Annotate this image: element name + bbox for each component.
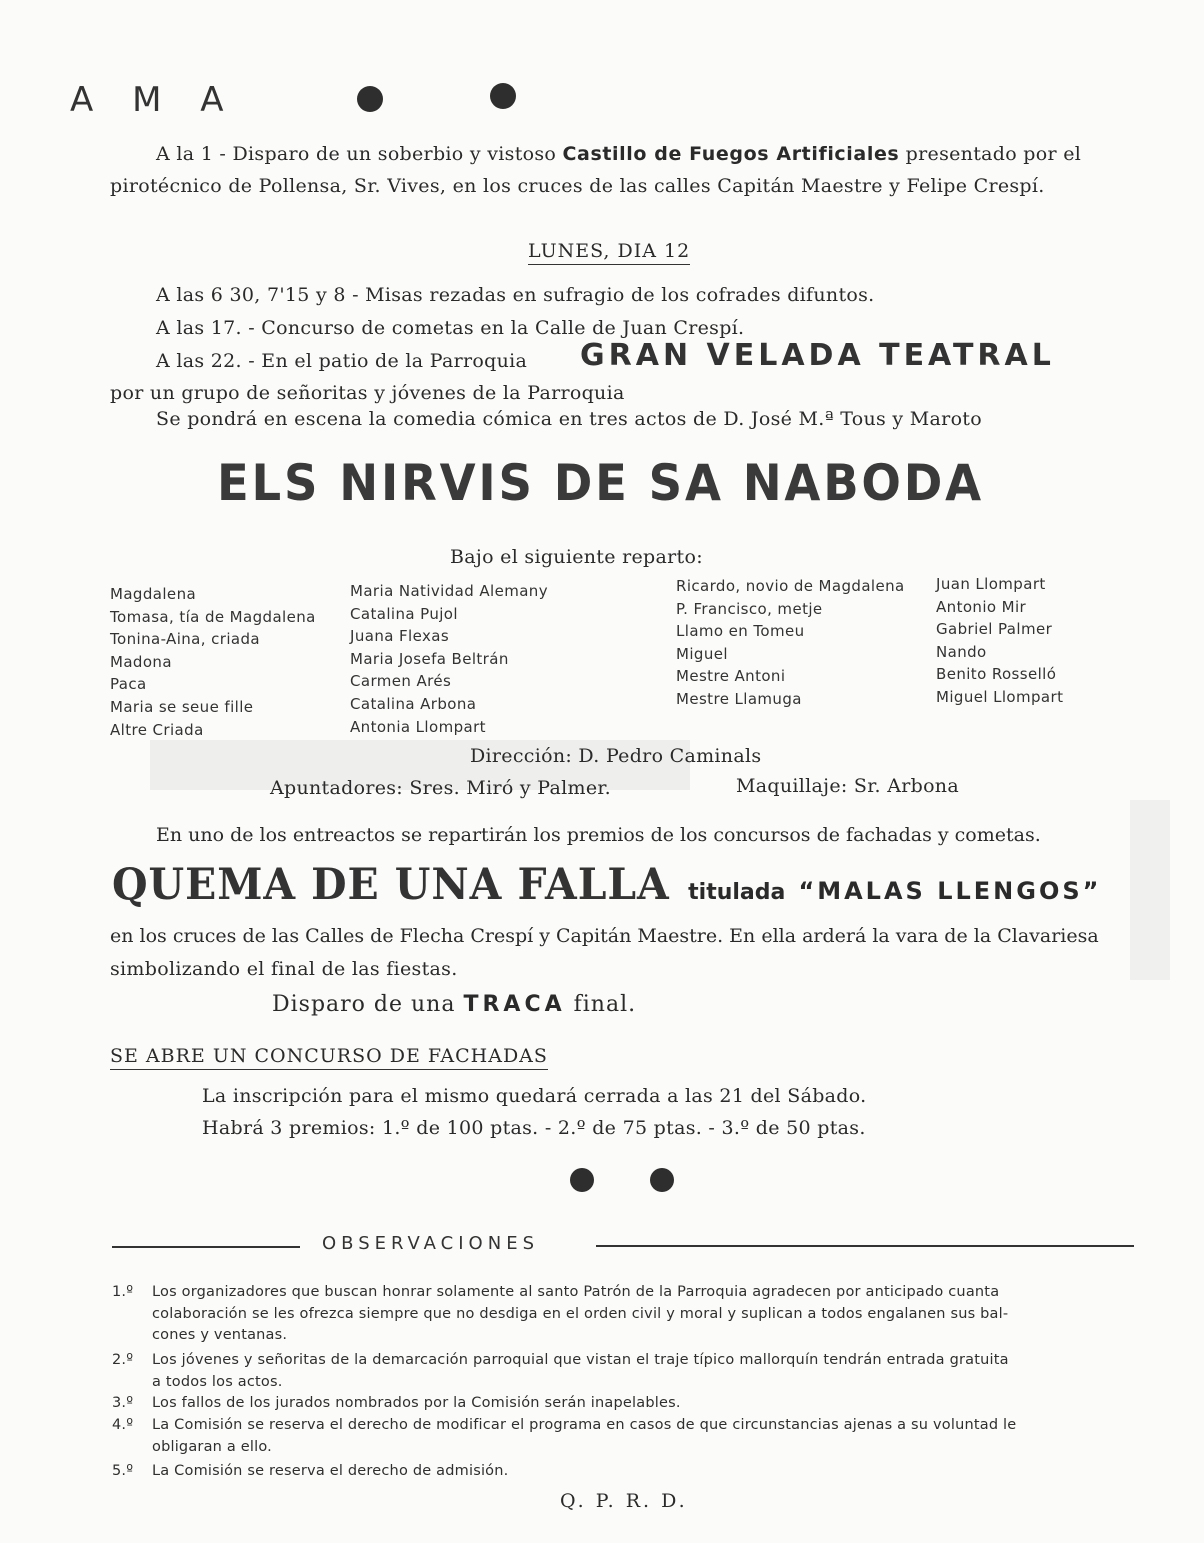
comedy-intro: Se pondrá en escena la comedia cómica en tres actos de D. José M.ª Tous y Maroto — [156, 408, 982, 430]
cast-actor: Catalina Arbona — [350, 694, 477, 713]
cast-role: Magdalena — [110, 585, 197, 603]
schedule-item: A las 22. - En el patio de la Parroquia — [156, 350, 528, 372]
cast-left-roles — [110, 583, 316, 741]
cast-actor: Antonia Llompart — [350, 717, 486, 736]
ornament-dot — [490, 83, 516, 109]
cast-role: P. Francisco, metje — [676, 599, 823, 618]
premios-text: En uno de los entreactos se repartirán los premios de los concursos de fachadas y cometas. — [156, 824, 1041, 846]
maquillaje: Maquillaje: Sr. Arbona — [736, 775, 959, 797]
play-title: ELS NIRVIS DE SA NABODA — [217, 454, 984, 512]
falla-line-2: simbolizando el final de las fiestas. — [110, 958, 458, 980]
castillo-bold: Castillo de Fuegos Artificiales — [562, 143, 900, 165]
observation-item: 5.º La Comisión se reserva el derecho de admisión. — [112, 1463, 509, 1479]
fachadas-line-2: Habrá 3 premios: 1.º de 100 ptas. - 2.º de 75 ptas. - 3.º de 50 ptas. — [202, 1117, 866, 1139]
header-fragment: A M A — [70, 80, 238, 120]
apuntadores: Apuntadores: Sres. Miró y Palmer. — [270, 777, 612, 799]
cast-left-actors — [350, 580, 548, 738]
falla-titled: titulada — [688, 880, 786, 905]
observation-item: 3.º Los fallos de los jurados nombrados por la Comisión serán inapelables. — [112, 1395, 681, 1411]
cast-actor: Antonio Mir — [936, 597, 1027, 616]
ornament-dot — [357, 86, 383, 112]
cast-actor: Catalina Pujol — [350, 604, 458, 623]
cast-actor: Juan Llompart — [936, 575, 1046, 593]
cast-actor: Juana Flexas — [350, 627, 450, 646]
castillo-line-2: pirotécnico de Pollensa, Sr. Vives, en los cruces de las calles Capitán Maestre y Felipe Crespí. — [110, 175, 1045, 197]
cast-actor: Maria Josefa Beltrán — [350, 649, 509, 668]
cast-role: Llamo en Tomeu — [676, 622, 805, 641]
cast-actor: Maria Natividad Alemany — [350, 582, 548, 600]
observaciones-title: OBSERVACIONES — [322, 1233, 539, 1254]
traca-line: Disparo de una TRACA final. — [272, 992, 637, 1017]
cast-role: Ricardo, novio de Magdalena — [676, 577, 905, 595]
cast-role: Mestre Llamuga — [676, 689, 802, 708]
traca-word: TRACA — [463, 992, 566, 1017]
cast-role: Altre Criada — [110, 720, 204, 739]
cast-actor: Carmen Arés — [350, 672, 452, 691]
castillo-line-1: A la 1 - Disparo de un soberbio y vistoso Castillo de Fuegos Artificiales presentado por el — [156, 143, 1082, 165]
schedule-item: A las 6 30, 7'15 y 8 - Misas rezadas en sufragio de los cofrades difuntos. — [156, 284, 875, 306]
cast-role: Madona — [110, 652, 172, 671]
cast-right-roles — [676, 575, 905, 711]
print-stain — [1130, 800, 1170, 980]
signature: Q. P. R. D. — [560, 1490, 688, 1512]
falla-line-1: en los cruces de las Calles de Flecha Crespí y Capitán Maestre. En ella arderá la vara de la Clavariesa — [110, 925, 1099, 947]
velada-title: GRAN VELADA TEATRAL — [580, 338, 1055, 373]
day-heading: LUNES, DIA 12 — [528, 240, 690, 265]
divider-rule — [596, 1245, 1134, 1247]
falla-name: “MALAS LLENGOS” — [798, 877, 1102, 905]
cast-role: Tonina-Aina, criada — [110, 630, 260, 649]
cast-actor: Gabriel Palmer — [936, 620, 1053, 639]
observation-item: 2.º Los jóvenes y señoritas de la demarcación parroquial que vistan el traje típico mallorquín tendrán entrada gratuita a todos los actos. — [112, 1352, 1009, 1390]
direccion: Dirección: D. Pedro Caminals — [470, 745, 762, 767]
cast-intro: Bajo el siguiente reparto: — [450, 546, 703, 568]
observation-item: 4.º La Comisión se reserva el derecho de modificar el programa en casos de que circunstancias ajenas a su voluntad le obligaran a ello. — [112, 1417, 1017, 1455]
cast-actor: Nando — [936, 642, 987, 661]
cast-role: Paca — [110, 675, 147, 694]
cast-role: Maria se seue fille — [110, 697, 254, 716]
falla-big: QUEMA DE UNA FALLA — [112, 860, 670, 910]
cast-actor: Miguel Llompart — [936, 687, 1064, 706]
fachadas-heading: SE ABRE UN CONCURSO DE FACHADAS — [110, 1045, 548, 1070]
ornament-dot — [650, 1168, 674, 1192]
velada-line-2: por un grupo de señoritas y jóvenes de la Parroquia — [110, 382, 625, 404]
cast-actor: Benito Rosselló — [936, 665, 1057, 684]
cast-role: Mestre Antoni — [676, 667, 786, 686]
ornament-dot — [570, 1168, 594, 1192]
observation-item: 1.º Los organizadores que buscan honrar solamente al santo Patrón de la Parroquia agradecen por anticipado cuanta colaboración se les ofrezca siempre que no desdiga en el orden civil y moral y suplican a todos engalanen sus bal- cones y ventanas. — [112, 1284, 1009, 1343]
falla-heading — [112, 860, 1109, 910]
cast-role: Tomasa, tía de Magdalena — [110, 607, 316, 626]
divider-rule — [112, 1246, 300, 1248]
fachadas-line-1: La inscripción para el mismo quedará cerrada a las 21 del Sábado. — [202, 1085, 867, 1107]
cast-right-actors — [936, 573, 1063, 709]
schedule-item: A las 17. - Concurso de cometas en la Calle de Juan Crespí. — [156, 317, 745, 339]
cast-role: Miguel — [676, 644, 728, 663]
